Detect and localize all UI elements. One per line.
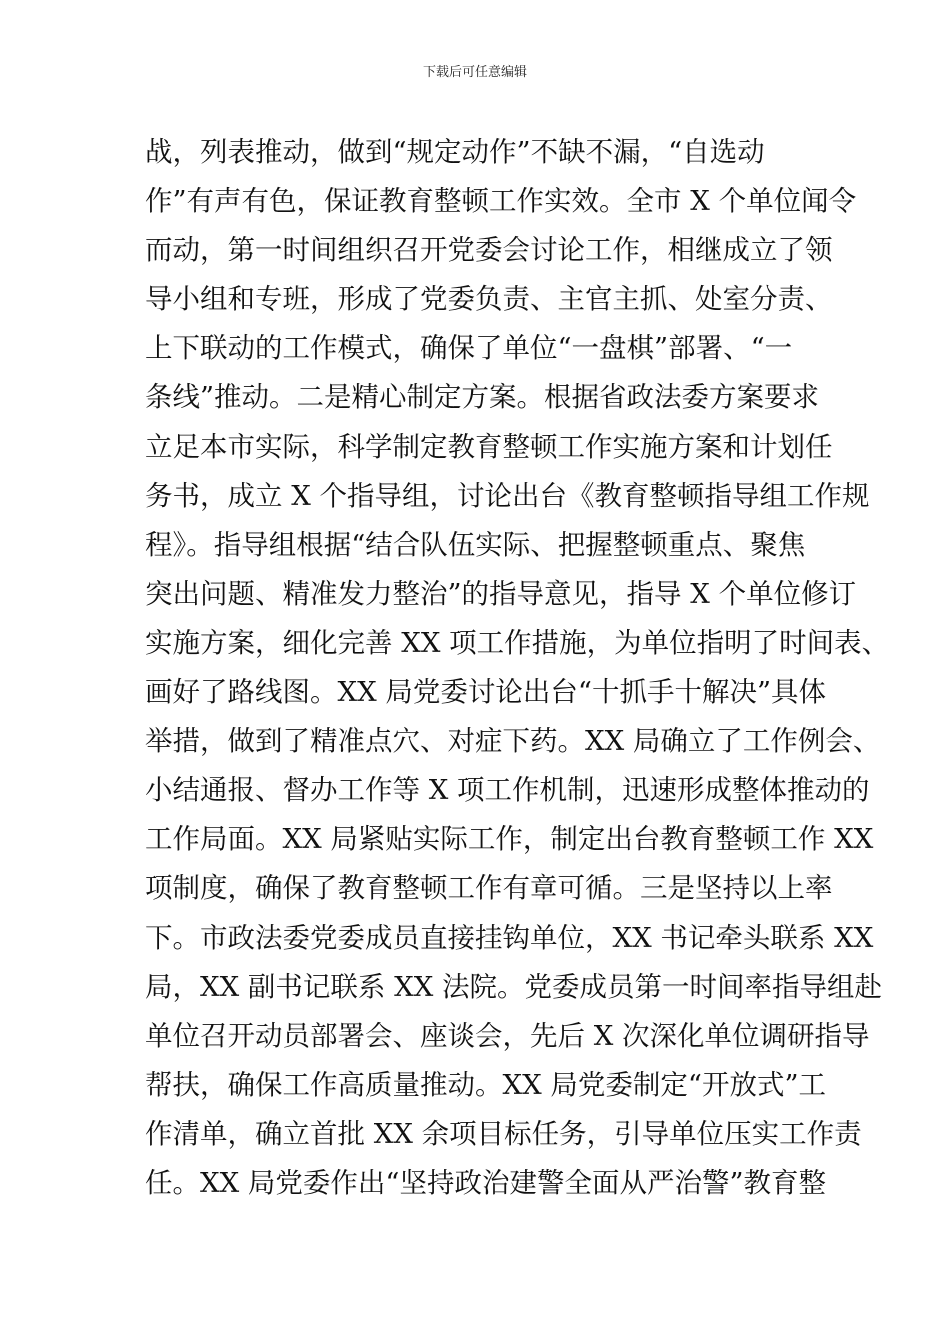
text-line: 立足本市实际，科学制定教育整顿工作实施方案和计划任 [145, 430, 833, 463]
text-line: 程》。指导组根据“结合队伍实际、把握整顿重点、聚焦 [145, 528, 806, 561]
text-line: 局，XX 副书记联系 XX 法院。党委成员第一时间率指导组赴 [145, 970, 883, 1003]
text-line: 小结通报、督办工作等 X 项工作机制，迅速形成整体推动的 [145, 774, 870, 807]
text-line: 画好了路线图。XX 局党委讨论出台“十抓手十解决”具体 [145, 676, 827, 709]
text-line: 任。XX 局党委作出“坚持政治建警全面从严治警”教育整 [145, 1166, 827, 1199]
page-header: 下载后可任意编辑 [422, 65, 527, 80]
text-line: 工作局面。XX 局紧贴实际工作，制定出台教育整顿工作 XX [145, 823, 874, 856]
text-line: 举措，做到了精准点穴、对症下药。XX 局确立了工作例会、 [145, 725, 881, 758]
text-line: 战，列表推动，做到“规定动作”不缺不漏，“自选动 [145, 136, 765, 168]
text-line: 务书，成立 X 个指导组，讨论出台《教育整顿指导组工作规 [145, 479, 870, 512]
text-line: 条线”推动。二是精心制定方案。根据省政法委方案要求 [145, 381, 820, 414]
text-line: 实施方案，细化完善 XX 项工作措施，为单位指明了时间表、 [145, 626, 890, 659]
text-line: 帮扶，确保工作高质量推动。XX 局党委制定“开放式”工 [145, 1068, 827, 1101]
text-line: 作清单，确立首批 XX 余项目标任务，引导单位压实工作责 [145, 1117, 862, 1150]
body-text [145, 128, 890, 1208]
text-line: 上下联动的工作模式，确保了单位“一盘棋”部署、“一 [145, 332, 793, 365]
text-line: 而动，第一时间组织召开党委会讨论工作，相继成立了领 [145, 234, 833, 267]
text-line: 突出问题、精准发力整治”的指导意见，指导 X 个单位修订 [145, 577, 857, 610]
text-line: 项制度，确保了教育整顿工作有章可循。三是坚持以上率 [145, 872, 833, 905]
text-line: 单位召开动员部署会、座谈会，先后 X 次深化单位调研指导 [145, 1019, 870, 1052]
text-line: 下。市政法委党委成员直接挂钩单位，XX 书记牵头联系 XX [145, 921, 874, 954]
text-line: 导小组和专班，形成了党委负责、主官主抓、处室分责、 [145, 283, 833, 316]
text-line: 作”有声有色，保证教育整顿工作实效。全市 X 个单位闻令 [145, 185, 857, 218]
